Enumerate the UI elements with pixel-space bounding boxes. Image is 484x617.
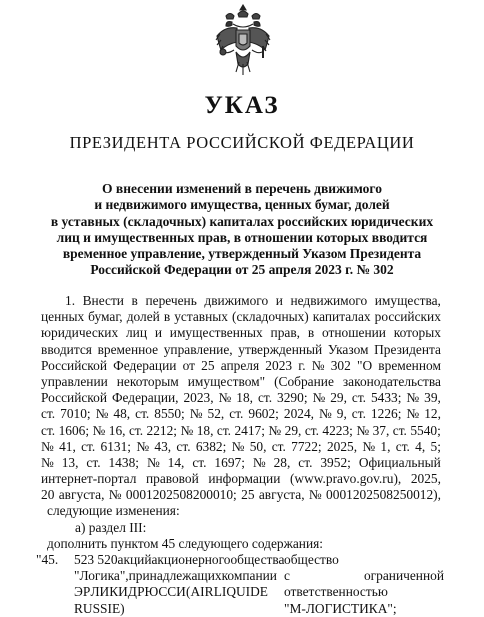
body-word: следующие изменения: <box>47 503 180 519</box>
body-word: Российской <box>41 357 107 373</box>
body-word: Указом <box>327 341 369 357</box>
body-line <box>41 293 441 309</box>
body-word: апреля <box>220 357 260 373</box>
body-line <box>41 406 441 422</box>
item-word: общество <box>284 552 339 567</box>
item-row <box>36 552 446 617</box>
body-word: (складочных) <box>232 309 309 325</box>
heading-line: лиц и имущественных прав, в отношении которых вводится <box>56 229 428 245</box>
body-word: 2417; <box>234 422 265 438</box>
body-word: имуществом" <box>187 373 266 389</box>
heading-line: и недвижимого имущества, ценных бумаг, долей <box>94 197 390 213</box>
heading-line: О внесении изменений в перечень движимого <box>102 181 382 196</box>
body-word: ст. <box>304 422 319 438</box>
item-word: "М-ЛОГИСТИКА"; <box>284 600 397 616</box>
item-word: ответственностью <box>284 584 388 600</box>
body-word: № <box>218 390 232 406</box>
item-word: "Логика", <box>74 568 129 584</box>
body-word: 4223; <box>322 422 353 438</box>
body-word: имущественных <box>169 325 263 341</box>
body-word: ст. <box>41 406 56 422</box>
body-word: 43, <box>154 438 172 454</box>
body-word: № <box>108 487 122 503</box>
item-description <box>74 552 285 617</box>
body-word: № <box>136 438 150 454</box>
body-word: перечень <box>145 293 197 308</box>
body-word: 48, <box>113 406 131 422</box>
item-word: компании <box>221 568 277 584</box>
item-word: принадлежащих <box>128 568 222 584</box>
decree-body <box>41 293 441 552</box>
body-word: 18, <box>236 390 254 406</box>
body-word: дополнить пунктом 45 следующего содержания: <box>47 535 324 551</box>
body-word: ст. <box>271 438 286 454</box>
body-word: № <box>406 406 420 422</box>
item-word: акционерного <box>151 552 231 567</box>
body-line <box>41 455 441 471</box>
body-word: Федерации <box>113 357 177 373</box>
item-line <box>284 568 444 584</box>
russian-coat-of-arms-icon <box>212 4 274 78</box>
body-word: 52, <box>207 406 225 422</box>
body-word: в <box>307 325 315 341</box>
body-line <box>41 358 441 374</box>
body-word: 6131; <box>100 438 132 454</box>
body-word: 18, <box>196 422 214 438</box>
body-word: г. <box>298 357 306 373</box>
body-word: "О <box>356 357 373 373</box>
item-word: 523 520 <box>74 552 118 567</box>
item-line <box>74 568 277 584</box>
body-word: некоторым <box>116 373 179 389</box>
body-line <box>41 374 441 390</box>
body-word: № <box>319 406 332 422</box>
body-word: временное <box>97 341 159 357</box>
body-word: № <box>312 390 326 406</box>
body-word: 8550; <box>154 406 185 422</box>
body-word: 3290; <box>277 390 308 406</box>
body-word: ст. <box>216 422 232 438</box>
body-word: информации <box>208 471 281 487</box>
body-word: Федерации, <box>111 390 179 406</box>
heading-line: в уставных (складочных) капиталах российских юридических <box>50 213 434 229</box>
item-line <box>74 584 268 600</box>
body-word: долей <box>126 309 160 325</box>
body-word: капиталах <box>312 309 371 325</box>
body-line <box>41 520 441 536</box>
item-line <box>284 584 444 600</box>
body-word: 3952; <box>320 454 351 470</box>
item-line <box>284 552 444 568</box>
body-word: № <box>268 422 282 438</box>
body-word: № <box>92 422 106 438</box>
body-word: 2212; <box>146 422 178 438</box>
body-word: августа, <box>58 487 105 503</box>
body-word: № <box>311 357 325 373</box>
body-word: Российской <box>41 390 107 406</box>
body-word: ст. <box>298 454 313 470</box>
body-word: ст. <box>192 454 207 470</box>
body-word: № <box>406 390 420 406</box>
body-word: ст. <box>176 438 191 454</box>
body-word: 50, <box>249 438 267 454</box>
body-word: 2025, <box>410 471 441 487</box>
body-word: ст. <box>135 406 150 422</box>
body-line <box>41 487 441 503</box>
body-word: 25 <box>201 357 215 373</box>
body-word: вводится <box>41 341 92 357</box>
item-table <box>36 552 446 617</box>
body-word: управление, <box>163 341 233 357</box>
body-word: 302 <box>330 357 351 373</box>
body-word: 2023 <box>265 357 293 373</box>
body-word: движимого <box>204 293 269 308</box>
body-word: имущества, <box>374 293 441 308</box>
heading-line: Российской Федерации от 25 апреля 2023 г. № 302 <box>90 262 394 278</box>
item-line <box>284 601 444 617</box>
item-manager <box>284 552 444 617</box>
body-word: ценных <box>41 309 85 325</box>
body-word: 2025, <box>326 438 358 454</box>
body-line <box>41 309 441 325</box>
body-line <box>41 390 441 406</box>
body-word: 2024, <box>283 406 315 422</box>
body-word: 41, <box>59 438 76 454</box>
body-word: интернет-портал <box>41 471 137 487</box>
body-word: ст. <box>392 422 407 438</box>
body-word: 1697; <box>214 454 245 470</box>
body-word: 1. <box>65 293 76 308</box>
body-word: № <box>146 454 160 470</box>
body-word: 1606; <box>58 422 90 438</box>
body-word: 0001202508200010; <box>125 487 237 503</box>
body-word: 16, <box>108 422 126 438</box>
body-word: управлении <box>41 373 108 389</box>
body-word: ст. <box>257 390 273 406</box>
body-word: юридических <box>41 325 119 341</box>
body-word: № <box>41 454 54 470</box>
body-word: прав, <box>270 325 301 341</box>
item-word: РЮССИ <box>137 584 186 600</box>
item-word: с <box>284 568 290 584</box>
body-word: 7722; <box>291 438 322 454</box>
body-word: в <box>131 293 138 308</box>
heading-line: временное управление, утвержденный Указом Президента <box>62 246 422 262</box>
body-word: российских <box>374 309 441 325</box>
item-line <box>74 552 285 568</box>
issuer-subtitle: ПРЕЗИДЕНТА РОССИЙСКОЙ ФЕДЕРАЦИИ <box>69 133 415 152</box>
body-word: 5540; <box>410 422 441 438</box>
body-word: № <box>362 438 376 454</box>
body-word: 13, <box>61 454 79 470</box>
body-word: 6382; <box>195 438 227 454</box>
body-word: 28, <box>273 454 291 470</box>
body-word: 2023, <box>183 390 214 406</box>
body-word: 20 <box>41 487 55 503</box>
item-word: ЭР <box>74 584 91 600</box>
body-word: в <box>163 309 171 325</box>
body-word: № <box>252 454 266 470</box>
body-word: Официальный <box>358 454 441 470</box>
body-word: 7010; <box>60 406 91 422</box>
item-word: RUSSIE) <box>74 600 125 616</box>
body-word: ст. <box>81 438 96 454</box>
body-line <box>41 423 441 439</box>
item-word: LIQUIDE <box>213 584 268 600</box>
decree-title: УКАЗ <box>204 92 280 119</box>
body-word: недвижимого <box>290 293 368 308</box>
body-line <box>41 536 441 552</box>
body-word: которых <box>393 325 441 341</box>
body-word: 37, <box>372 422 390 438</box>
item-word: ограниченной <box>363 568 444 584</box>
body-word: лиц <box>125 325 147 341</box>
body-line <box>41 439 441 455</box>
body-word: 1226; <box>370 406 402 422</box>
body-word: временном <box>378 357 441 373</box>
body-word: ст. <box>351 406 366 422</box>
body-word: Президента <box>374 341 441 357</box>
body-word: утвержденный <box>238 341 323 357</box>
body-word: ст. <box>395 438 410 454</box>
body-word: 5; <box>430 438 441 454</box>
body-word: 14, <box>167 454 185 470</box>
body-word: № <box>180 422 194 438</box>
item-number: "45. <box>36 552 59 567</box>
body-word: 29, <box>284 422 302 438</box>
body-word: 12, <box>424 406 441 422</box>
body-word: № <box>95 406 109 422</box>
body-word: от <box>182 357 195 373</box>
body-word: 5433; <box>370 390 402 406</box>
body-word: ст. <box>229 406 244 422</box>
body-word: августа, <box>258 487 305 503</box>
body-word: № <box>356 422 370 438</box>
item-line <box>74 601 268 617</box>
body-word: 1, <box>380 438 391 454</box>
body-word: 9, <box>336 406 347 422</box>
body-line <box>41 471 441 487</box>
body-word: уставных <box>174 309 228 325</box>
body-word: законодательства <box>342 373 441 389</box>
body-word: ст. <box>351 390 367 406</box>
body-word: а) раздел III: <box>75 519 147 535</box>
body-word: № <box>189 406 203 422</box>
body-word: (Собрание <box>274 373 334 389</box>
decree-heading <box>40 181 444 279</box>
item-word: ЛИКИД <box>90 584 137 600</box>
body-word: 39, <box>424 390 441 406</box>
body-word: Внести <box>82 293 124 308</box>
body-word: 4, <box>415 438 426 454</box>
body-line <box>41 325 441 341</box>
body-word: бумаг, <box>88 309 123 325</box>
body-word: ст. <box>41 422 56 438</box>
item-word: (AIR <box>186 584 214 600</box>
body-word: № <box>41 438 54 454</box>
body-word: 1438; <box>108 454 139 470</box>
body-word: № <box>308 487 322 503</box>
body-word: 9602; <box>248 406 279 422</box>
body-word: правовой <box>145 471 199 487</box>
body-word: ст. <box>128 422 144 438</box>
body-word: 29, <box>330 390 347 406</box>
body-word: ст. <box>86 454 101 470</box>
body-line <box>41 503 441 519</box>
body-word: отношении <box>321 325 386 341</box>
item-word: акций <box>117 552 152 567</box>
body-word: и <box>154 325 162 341</box>
body-line <box>41 342 441 358</box>
item-word: общества <box>230 552 285 567</box>
body-word: 0001202508250012), <box>326 487 441 503</box>
body-word: (www.pravo.gov.ru), <box>289 471 402 487</box>
body-word: и <box>275 293 283 308</box>
body-word: 25 <box>241 487 255 503</box>
body-word: № <box>231 438 245 454</box>
